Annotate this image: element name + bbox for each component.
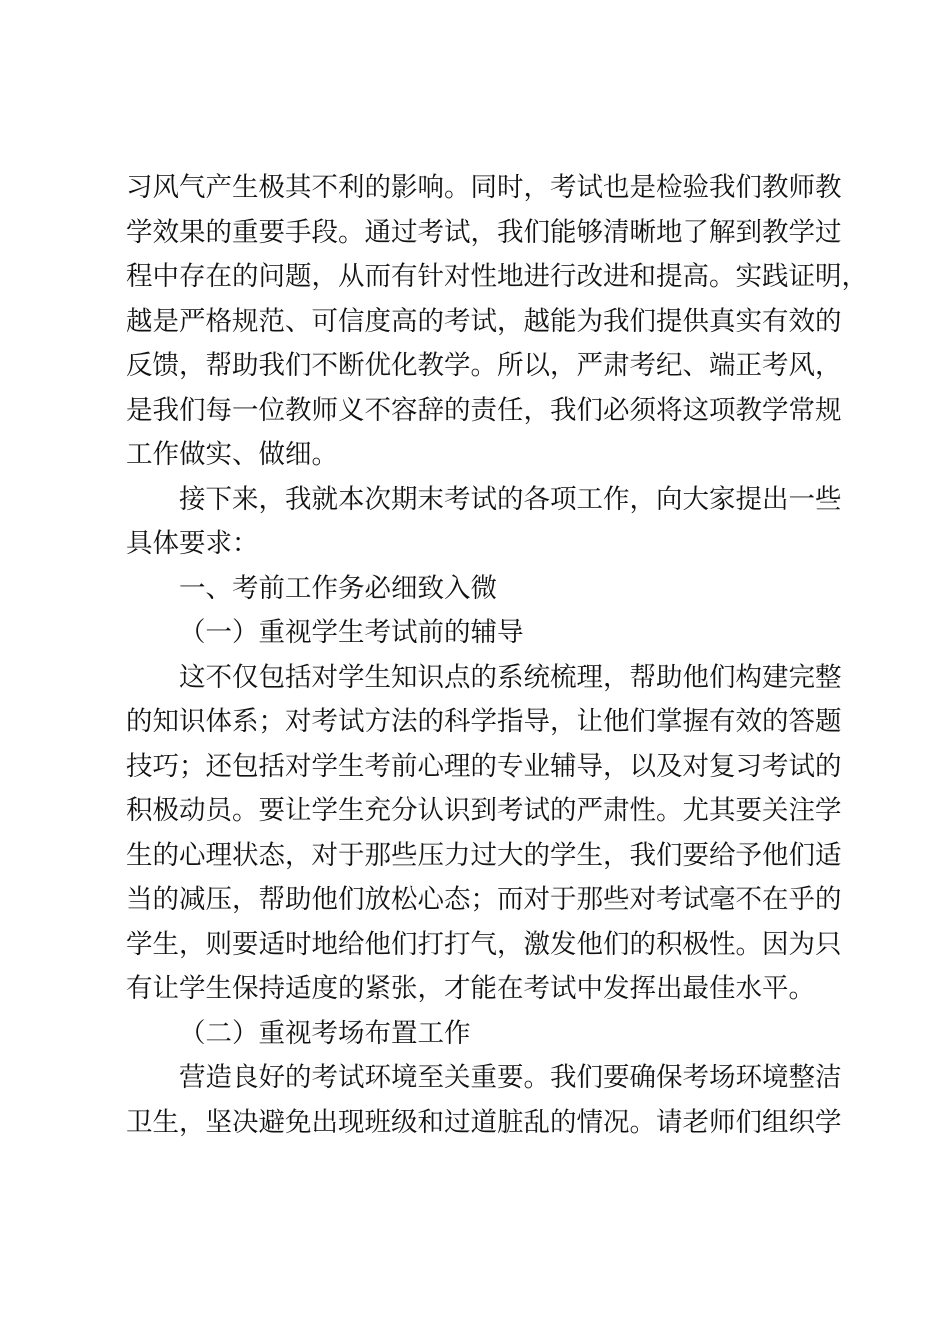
text-line: 卫生，坚决避免出现班级和过道脏乱的情况。请老师们组织学 — [126, 1106, 842, 1138]
text-line: 程中存在的问题，从而有针对性地进行改进和提高。实践证明， — [126, 261, 868, 292]
subsection-heading: （一）重视学生考试前的辅导 — [179, 617, 524, 648]
subsection-heading: （二）重视考场布置工作 — [179, 1017, 471, 1049]
text-line: 的知识体系；对考试方法的科学指导，让他们掌握有效的答题 — [126, 706, 842, 737]
text-line: 当的减压，帮助他们放松心态；而对于那些对考试毫不在乎的 — [126, 884, 842, 915]
text-line: 积极动员。要让学生充分认识到考试的严肃性。尤其要关注学 — [126, 795, 842, 826]
text-line: 技巧；还包括对学生考前心理的专业辅导，以及对复习考试的 — [126, 750, 842, 782]
paragraph-intro-requirements — [126, 478, 842, 567]
text-line: 工作做实、做细。 — [126, 439, 338, 470]
text-line: 是我们每一位教师义不容辞的责任，我们必须将这项教学常规 — [126, 394, 842, 426]
section-heading: 一、考前工作务必细致入微 — [179, 572, 497, 604]
text-line: 营造良好的考试环境至关重要。我们要确保考场环境整洁 — [179, 1062, 842, 1093]
paragraph-student-guidance — [126, 656, 842, 1012]
text-line: 学生，则要适时地给他们打打气，激发他们的积极性。因为只 — [126, 928, 842, 960]
text-line: 接下来，我就本次期末考试的各项工作，向大家提出一些 — [179, 483, 842, 515]
text-line: 习风气产生极其不利的影响。同时，考试也是检验我们教师教 — [126, 172, 842, 203]
text-line: 越是严格规范、可信度高的考试，越能为我们提供真实有效的 — [126, 305, 842, 337]
text-line: 具体要求： — [126, 528, 259, 559]
text-line: 反馈，帮助我们不断优化教学。所以，严肃考纪、端正考风， — [126, 350, 842, 381]
text-line: 生的心理状态，对于那些压力过大的学生，我们要给予他们适 — [126, 839, 842, 871]
text-line: 学效果的重要手段。通过考试，我们能够清晰地了解到教学过 — [126, 216, 842, 248]
paragraph-continuation — [126, 166, 868, 478]
paragraph-exam-room — [126, 1056, 842, 1145]
document-body — [126, 166, 868, 1145]
text-line: 有让学生保持适度的紧张，才能在考试中发挥出最佳水平。 — [126, 973, 815, 1004]
text-line: 这不仅包括对学生知识点的系统梳理，帮助他们构建完整 — [179, 661, 842, 693]
